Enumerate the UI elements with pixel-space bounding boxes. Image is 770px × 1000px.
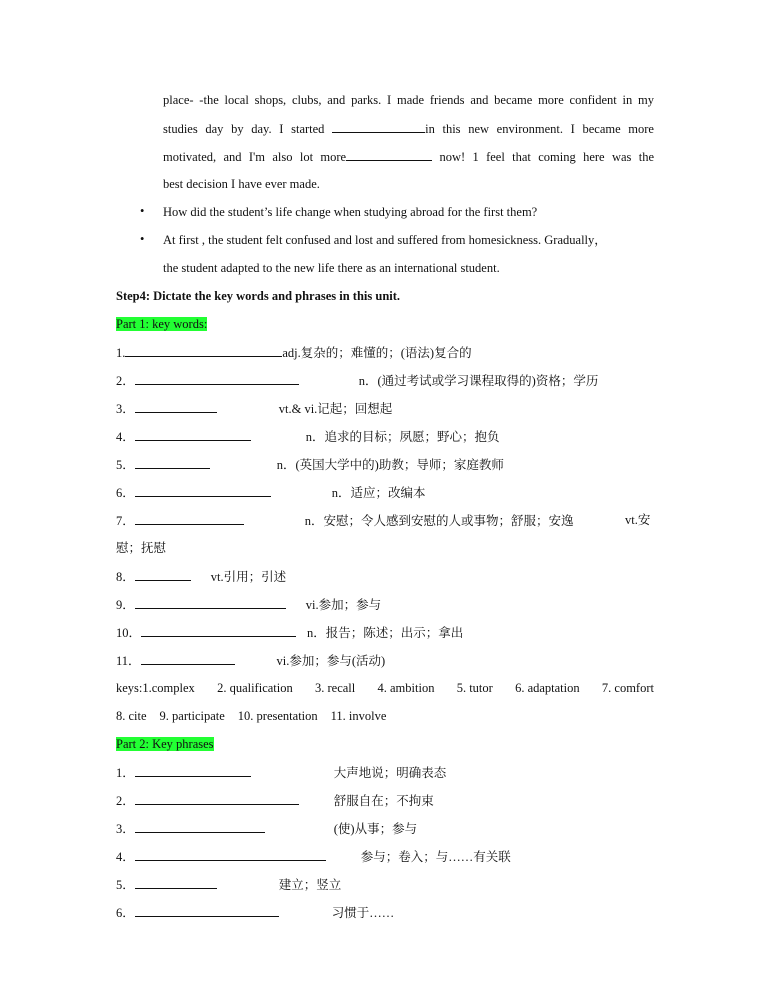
passage-text: studies day by day. I started [163, 122, 325, 136]
answer-blank[interactable] [135, 596, 286, 609]
item-definition: adj.复杂的；难懂的；(语法)复合的 [282, 346, 472, 360]
part1-title-text: Part 1: key words: [116, 317, 208, 331]
item-number: 11． [116, 654, 141, 668]
answer-key: keys:1.complex [116, 681, 195, 695]
phrase-item-5 [116, 876, 341, 893]
part2-title [116, 736, 214, 752]
answer-keys-line-2 [116, 708, 386, 724]
item-definition: 参与；卷入；与……有关联 [360, 850, 511, 864]
item-definition: n．追求的目标；夙愿；野心；抱负 [305, 430, 500, 444]
answer-blank[interactable] [135, 848, 326, 861]
word-item-7 [116, 512, 574, 529]
answer-key: 7. comfort [601, 681, 654, 695]
answer-blank[interactable] [141, 652, 235, 665]
item-number: 4． [116, 430, 135, 444]
step4-heading: Step4: Dictate the key words and phrases in this unit. [116, 289, 401, 303]
word-item-10 [116, 624, 463, 641]
passage-text: best decision I have ever made. [163, 177, 320, 191]
item-definition: vt.& vi.记起；回想起 [278, 402, 393, 416]
item-number: 2． [116, 374, 135, 388]
item-number: 1. [116, 346, 126, 360]
item-definition: 舒服自在；不拘束 [333, 794, 434, 808]
item-number: 8． [116, 570, 135, 584]
part2-title-text: Part 2: Key phrases [116, 737, 214, 751]
bullet-icon: • [140, 232, 145, 246]
passage-line-2 [163, 120, 654, 137]
phrase-item-4 [116, 848, 511, 865]
answer-line-1: At first , the student felt confused and lost and suffered from homesickness. Gradually， [163, 233, 607, 247]
passage-text: now! 1 feel that coming here was the [439, 150, 655, 164]
answer-key: 2. qualification [217, 681, 293, 695]
answer-key: 10. presentation [237, 709, 318, 723]
word-item-7-definition-end: vt.安 [625, 513, 651, 527]
part1-title [116, 316, 207, 332]
passage-line-1 [163, 92, 654, 108]
answer-blank[interactable] [135, 372, 299, 385]
item-definition: n．(通过考试或学习课程取得的)资格；学历 [358, 374, 599, 388]
item-definition: n．(英国大学中的)助教；导师；家庭教师 [276, 458, 504, 472]
word-item-6 [116, 484, 426, 501]
phrase-item-3 [116, 820, 417, 837]
item-definition: vt.引用；引述 [210, 570, 287, 584]
passage-line-3 [163, 148, 654, 165]
item-number: 4． [116, 850, 135, 864]
phrase-item-1 [116, 764, 446, 781]
answer-key: 8. cite [116, 709, 147, 723]
phrase-item-6 [116, 904, 394, 921]
item-number: 9． [116, 598, 135, 612]
answer-blank[interactable] [135, 400, 217, 413]
answer-blank[interactable] [135, 512, 244, 525]
item-definition: n．报告；陈述；出示；拿出 [307, 626, 464, 640]
item-number: 7． [116, 514, 135, 528]
item-number: 3． [116, 822, 135, 836]
item-definition: n．适应；改编本 [331, 486, 426, 500]
item-number: 5． [116, 458, 135, 472]
answer-key: 4. ambition [377, 681, 435, 695]
word-item-1 [116, 344, 472, 361]
item-definition: vi.参加；参与(活动) [276, 654, 386, 668]
answer-blank[interactable] [135, 428, 251, 441]
answer-blank[interactable] [135, 820, 265, 833]
passage-text: place- -the local shops, clubs, and parks. I made friends and became more confident in my [163, 93, 654, 107]
answer-key: 6. adaptation [515, 681, 580, 695]
item-definition: (使)从事；参与 [333, 822, 418, 836]
answer-blank[interactable] [135, 568, 191, 581]
bullet-icon: • [140, 204, 145, 218]
phrase-item-2 [116, 792, 434, 809]
answer-key: 5. tutor [456, 681, 493, 695]
answer-key: 3. recall [314, 681, 356, 695]
item-number: 1． [116, 766, 135, 780]
answer-keys-line-1 [116, 680, 654, 696]
question-text: How did the student’s life change when studying abroad for the first them? [163, 205, 538, 219]
passage-text: in this new environment. I became more [425, 122, 654, 136]
word-item-11 [116, 652, 385, 669]
answer-blank[interactable] [135, 876, 217, 889]
item-number: 10． [116, 626, 142, 640]
word-item-5 [116, 456, 504, 473]
answer-blank[interactable] [135, 484, 271, 497]
answer-blank[interactable] [141, 624, 296, 637]
word-item-2 [116, 372, 598, 389]
answer-key: 9. participate [159, 709, 225, 723]
passage-line-4 [163, 176, 320, 192]
item-number: 2． [116, 794, 135, 808]
item-number: 3． [116, 402, 135, 416]
item-number: 6． [116, 906, 135, 920]
word-item-8 [116, 568, 286, 585]
answer-line-2: the student adapted to the new life there as an international student. [163, 261, 500, 275]
fill-in-blank[interactable] [332, 120, 425, 133]
answer-blank[interactable] [125, 344, 282, 357]
passage-text: lot more [299, 150, 347, 164]
word-item-4 [116, 428, 500, 445]
item-number: 5． [116, 878, 135, 892]
answer-blank[interactable] [135, 792, 299, 805]
item-definition: 大声地说；明确表态 [333, 766, 447, 780]
word-item-7-continuation: 慰；抚慰 [116, 541, 167, 555]
item-definition: n．安慰；令人感到安慰的人或事物；舒服；安逸 [304, 514, 574, 528]
item-number: 6． [116, 486, 135, 500]
answer-blank[interactable] [135, 764, 251, 777]
word-item-9 [116, 596, 381, 613]
fill-in-blank[interactable] [346, 148, 432, 161]
passage-text: motivated, and I'm also [163, 150, 293, 164]
answer-key: 11. involve [330, 709, 387, 723]
item-definition: 建立；竖立 [278, 878, 342, 892]
item-definition: 习惯于…… [331, 906, 395, 920]
item-definition: vi.参加；参与 [305, 598, 382, 612]
answer-blank[interactable] [135, 456, 210, 469]
word-item-3 [116, 400, 392, 417]
answer-blank[interactable] [135, 904, 279, 917]
